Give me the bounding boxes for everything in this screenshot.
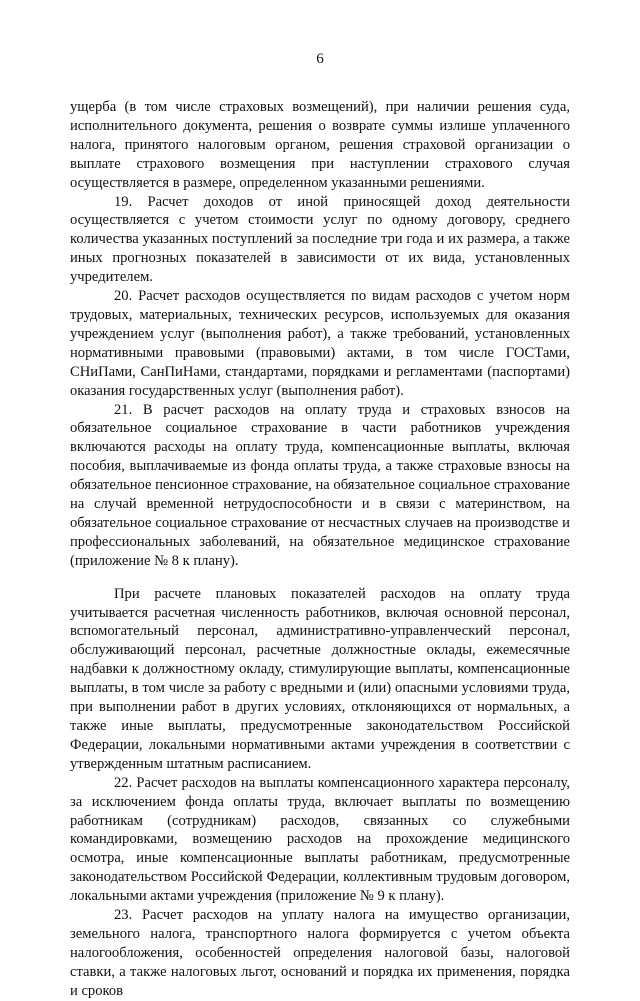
paragraph-22: 22. Расчет расходов на выплаты компенсационного характера персоналу, за исключением фонда оплаты труда, включает выплаты по возмещению работникам (сотрудникам) расходов, связанных со служебными командировками, возмещению расходов на прохождение медицинского осмотра, иные компенсационные выплаты работникам, предусмотренные законодательством Российской Федерации, коллективным трудовым договором, локальными актами учреждения (приложение № 9 к плану).	[70, 774, 570, 905]
paragraph-payroll-planning: При расчете плановых показателей расходов на оплату труда учитывается расчетная численность работников, включая основной персонал, вспомогательный персонал, административно-управленческий персонал, обслуживающий персонал, расчетные должностные оклады, ежемесячные надбавки к должностному окладу, стимулирующие выплаты, компенсационные выплаты, в том числе за работу с вредными и (или) опасными условиями труда, при выполнении работ в других условиях, отклоняющихся от нормальных, а также иные выплаты, предусмотренные законодательством Российской Федерации, локальными нормативными актами учреждения в соответствии с утвержденным штатным расписанием.	[70, 585, 570, 772]
paragraph-continuation: ущерба (в том числе страховых возмещений), при наличии решения суда, исполнительного документа, решения о возврате суммы излише уплаченного налога, принятого налоговым органом, решения страховой организации о выплате страхового возмещения при наступлении страхового случая осуществляется в размере, определенном указанными решениями.	[70, 99, 570, 191]
document-body	[70, 98, 570, 1001]
paragraph-20: 20. Расчет расходов осуществляется по видам расходов с учетом норм трудовых, материальных, технических ресурсов, используемых для оказания учреждением услуг (выполнения работ), а также требований, установленных нормативными правовыми (правовыми) актами, в том числе ГОСТами, СНиПами, СанПиНами, стандартами, порядками и регламентами (паспортами) оказания государственных услуг (выполнения работ).	[70, 288, 570, 399]
paragraph-23: 23. Расчет расходов на уплату налога на имущество организации, земельного налога, транспортного налога формируется с учетом объекта налогообложения, особенностей определения налоговой базы, налоговой ставки, а также налоговых льгот, оснований и порядка их применения, порядка и сроков	[70, 907, 570, 999]
paragraph-21: 21. В расчет расходов на оплату труда и страховых взносов на обязательное социальное страхование в части работников учреждения включаются расходы на оплату труда, компенсационные выплаты, включая пособия, выплачиваемые из фонда оплаты труда, а также страховые взносы на обязательное пенсионное страхование, на обязательное социальное страхование на случай временной нетрудоспособности и в связи с материнством, на обязательное социальное страхование от несчастных случаев на производстве и профессиональных заболеваний, на обязательное медицинское страхование (приложение № 8 к плану).	[70, 401, 570, 569]
page-number: 6	[316, 51, 324, 67]
paragraph-19: 19. Расчет доходов от иной приносящей доход деятельности осуществляется с учетом стоимости услуг по одному договору, среднего количества указанных поступлений за последние три года и их размера, а также иных прогнозных показателей в зависимости от их вида, установленных учредителем.	[70, 193, 570, 286]
